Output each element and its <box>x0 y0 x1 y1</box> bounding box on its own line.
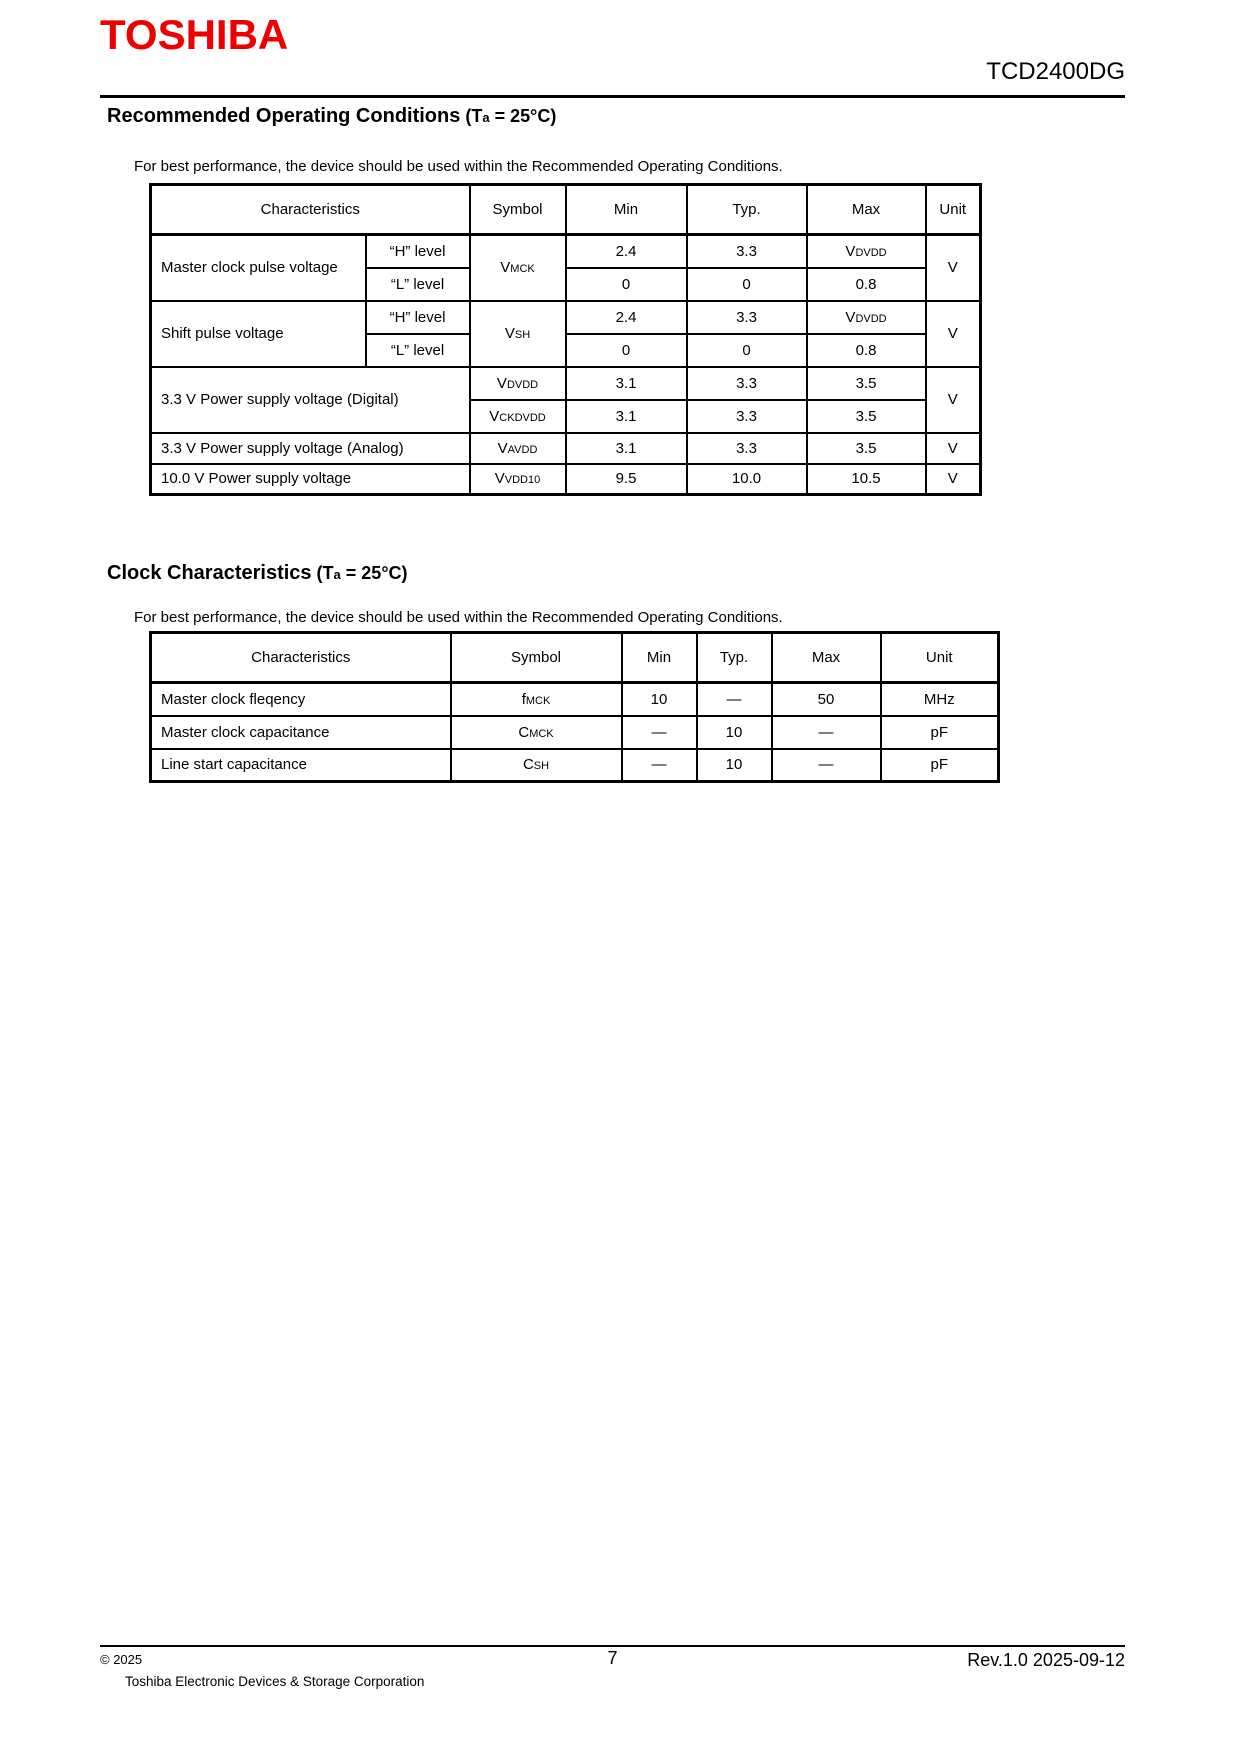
unit-cell: V <box>926 433 981 464</box>
section-title-recommended-operating-conditions <box>107 103 1240 131</box>
unit-cell: V <box>926 367 981 433</box>
table-row <box>151 235 981 268</box>
section-title-condition: (Ta = 25°C) <box>316 563 408 583</box>
symbol-cell: VVDD10 <box>470 464 566 495</box>
col-header-typ: Typ. <box>697 633 772 683</box>
typ-cell: — <box>697 683 772 716</box>
col-header-characteristics: Characteristics <box>151 185 470 235</box>
max-cell: 50 <box>772 683 881 716</box>
table-row <box>151 464 981 495</box>
max-cell: 3.5 <box>807 400 926 433</box>
unit-cell: pF <box>881 716 999 749</box>
min-cell: 3.1 <box>566 367 687 400</box>
table-header-row <box>151 633 999 683</box>
max-cell: VDVDD <box>807 235 926 268</box>
symbol-cell: VAVDD <box>470 433 566 464</box>
col-header-min: Min <box>622 633 697 683</box>
level-cell: “L” level <box>366 268 470 301</box>
symbol-subscript: MCK <box>525 694 551 707</box>
typ-cell: 10 <box>697 749 772 782</box>
max-cell: 10.5 <box>807 464 926 495</box>
col-header-max: Max <box>772 633 881 683</box>
characteristic-cell: 3.3 V Power supply voltage (Digital) <box>151 367 470 433</box>
symbol-cell: VMCK <box>470 235 566 301</box>
symbol-subscript: SH <box>533 760 550 773</box>
typ-cell: 3.3 <box>687 235 807 268</box>
page-number: 7 <box>607 1648 618 1668</box>
typ-cell: 10.0 <box>687 464 807 495</box>
min-cell: 2.4 <box>566 301 687 334</box>
typ-cell: 3.3 <box>687 367 807 400</box>
symbol-cell: VDVDD <box>470 367 566 400</box>
section-intro-text: For best performance, the device should be used within the Recommended Operating Conditions. <box>134 609 783 626</box>
col-header-characteristics: Characteristics <box>151 633 451 683</box>
header-rule <box>100 95 1125 98</box>
revision-date: Rev.1.0 2025-09-12 <box>967 1650 1125 1670</box>
unit-cell: V <box>926 235 981 301</box>
col-header-symbol: Symbol <box>451 633 622 683</box>
table-row <box>151 749 999 782</box>
recommended-operating-conditions-table <box>149 183 982 496</box>
max-cell: 3.5 <box>807 433 926 464</box>
max-cell: — <box>772 716 881 749</box>
symbol-subscript: MCK <box>529 727 554 740</box>
section-title-text: Recommended Operating Conditions <box>107 105 461 127</box>
table-row <box>151 367 981 400</box>
temperature-subscript: a <box>333 567 341 582</box>
characteristic-cell: Master clock fleqency <box>151 683 451 716</box>
col-header-typ: Typ. <box>687 185 807 235</box>
symbol-subscript: SH <box>514 329 531 341</box>
max-cell: 3.5 <box>807 367 926 400</box>
unit-cell: MHz <box>881 683 999 716</box>
typ-cell: 3.3 <box>687 301 807 334</box>
characteristic-cell: Master clock pulse voltage <box>151 235 366 301</box>
temperature-subscript: a <box>482 110 490 125</box>
table-row <box>151 433 981 464</box>
typ-cell: 10 <box>697 716 772 749</box>
symbol-cell: VSH <box>470 301 566 367</box>
typ-cell: 3.3 <box>687 400 807 433</box>
min-cell: 2.4 <box>566 235 687 268</box>
max-cell: 0.8 <box>807 334 926 367</box>
unit-cell: pF <box>881 749 999 782</box>
table-row <box>151 716 999 749</box>
max-cell: VDVDD <box>807 301 926 334</box>
symbol-subscript: AVDD <box>507 443 538 456</box>
symbol-subscript: MCK <box>510 263 535 276</box>
clock-characteristics-table <box>149 631 1000 783</box>
symbol-subscript: CKDVDD <box>499 411 546 424</box>
max-cell: 0.8 <box>807 268 926 301</box>
col-header-max: Max <box>807 185 926 235</box>
table-row <box>151 301 981 334</box>
min-cell: 3.1 <box>566 400 687 433</box>
footer-rule <box>100 1645 1125 1647</box>
col-header-symbol: Symbol <box>470 185 566 235</box>
symbol-cell: fMCK <box>451 683 622 716</box>
section-title-condition: (Ta = 25°C) <box>465 106 557 126</box>
min-cell: 0 <box>566 268 687 301</box>
min-cell: 0 <box>566 334 687 367</box>
characteristic-cell: 3.3 V Power supply voltage (Analog) <box>151 433 470 464</box>
characteristic-cell: Shift pulse voltage <box>151 301 366 367</box>
characteristic-cell: Master clock capacitance <box>151 716 451 749</box>
min-cell: 3.1 <box>566 433 687 464</box>
section-title-clock-characteristics <box>107 560 1240 588</box>
min-cell: — <box>622 716 697 749</box>
table-header-row <box>151 185 981 235</box>
col-header-unit: Unit <box>881 633 999 683</box>
part-number: TCD2400DG <box>986 58 1125 85</box>
typ-cell: 0 <box>687 334 807 367</box>
level-cell: “H” level <box>366 301 470 334</box>
typ-cell: 0 <box>687 268 807 301</box>
unit-cell: V <box>926 464 981 495</box>
page-content <box>0 103 1240 783</box>
symbol-subscript: DVDD <box>506 378 539 391</box>
table-row <box>151 683 999 716</box>
symbol-subscript: VDD10 <box>504 474 541 487</box>
level-cell: “H” level <box>366 235 470 268</box>
max-cell: — <box>772 749 881 782</box>
toshiba-logo: TOSHIBA <box>100 11 289 58</box>
unit-cell: V <box>926 301 981 367</box>
min-cell: 10 <box>622 683 697 716</box>
col-header-unit: Unit <box>926 185 981 235</box>
min-cell: — <box>622 749 697 782</box>
typ-cell: 3.3 <box>687 433 807 464</box>
characteristic-cell: Line start capacitance <box>151 749 451 782</box>
level-cell: “L” level <box>366 334 470 367</box>
min-cell: 9.5 <box>566 464 687 495</box>
section-intro-text: For best performance, the device should be used within the Recommended Operating Conditions. <box>134 158 783 175</box>
symbol-cell: VCKDVDD <box>470 400 566 433</box>
footer-copyright: © 2025 <box>100 1652 143 1667</box>
section-title-text: Clock Characteristics <box>107 562 312 584</box>
characteristic-cell: 10.0 V Power supply voltage <box>151 464 470 495</box>
footer-company: Toshiba Electronic Devices & Storage Corporation <box>125 1674 425 1689</box>
col-header-min: Min <box>566 185 687 235</box>
symbol-cell: CSH <box>451 749 622 782</box>
symbol-cell: CMCK <box>451 716 622 749</box>
